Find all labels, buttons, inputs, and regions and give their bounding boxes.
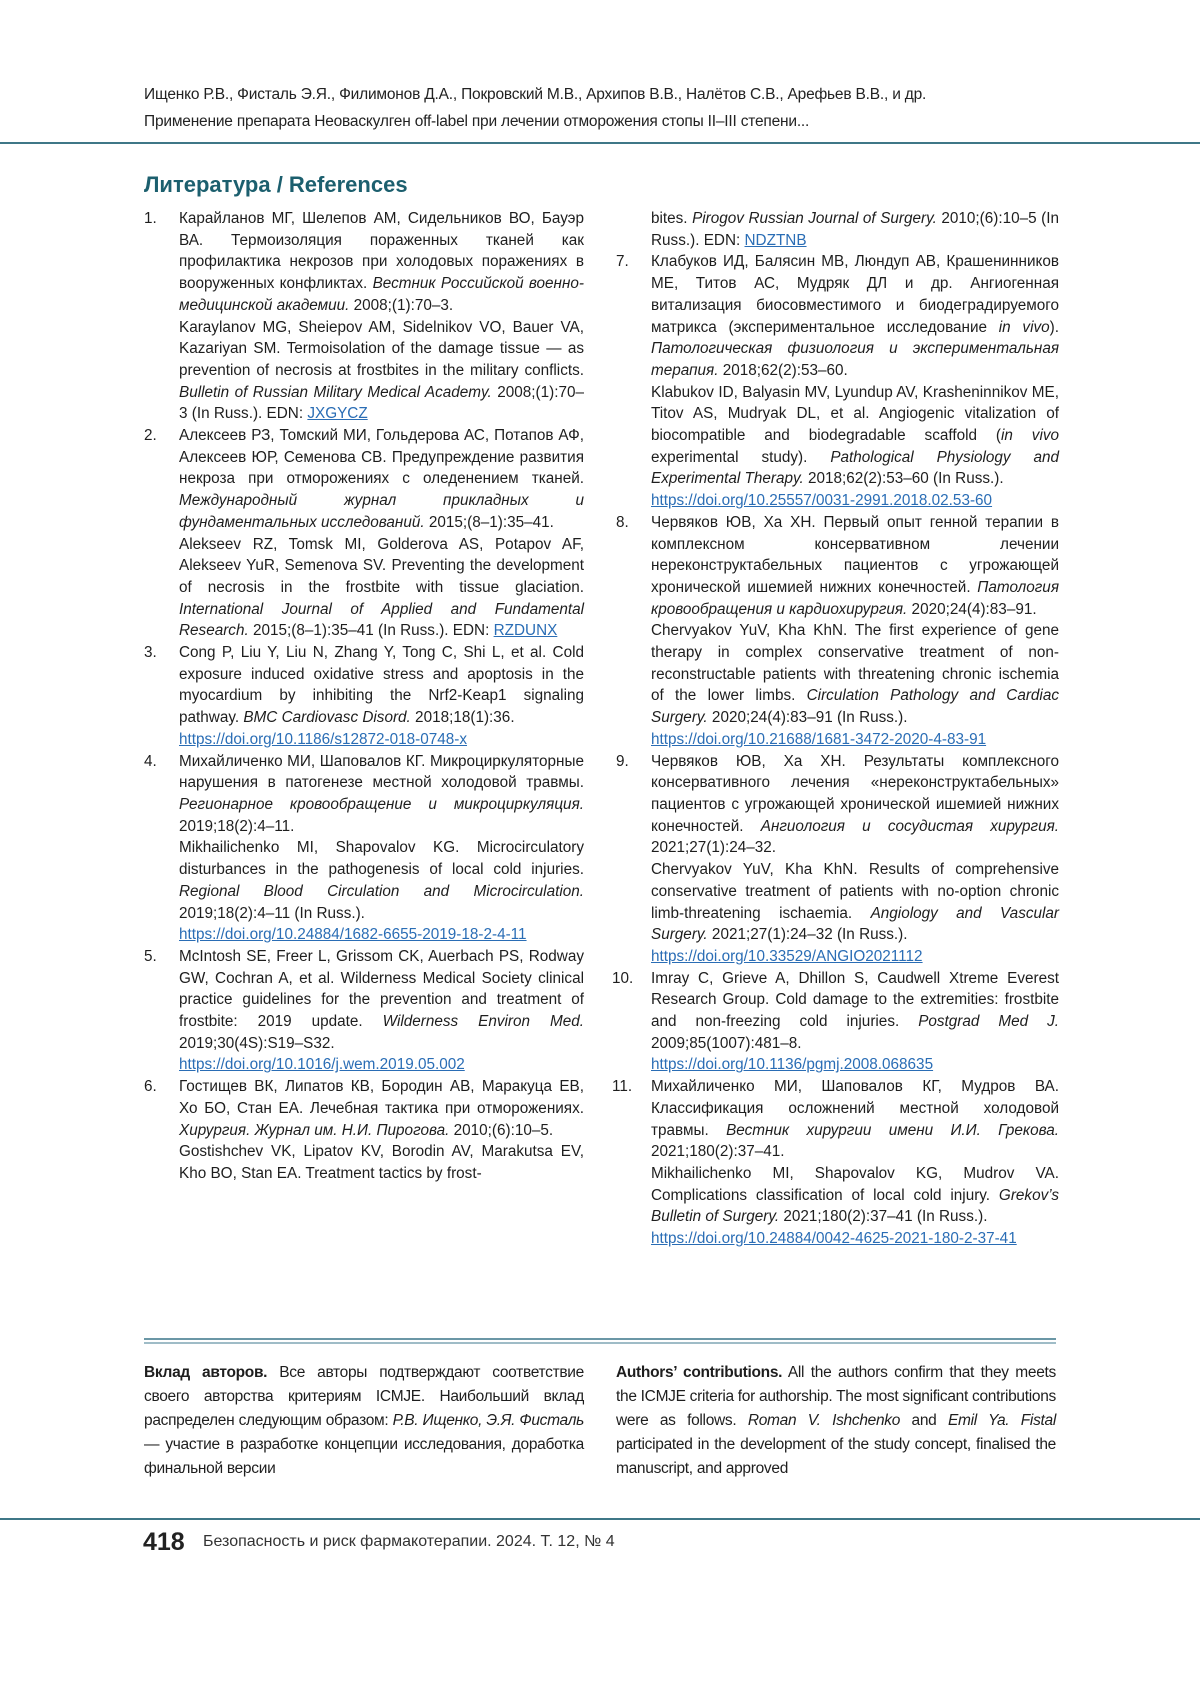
italic-text: Postgrad Med J.: [918, 1013, 1059, 1030]
reference-paragraph: [179, 208, 584, 317]
reference-paragraph: [651, 1054, 1059, 1076]
reference-number: 7.: [616, 251, 629, 273]
text-run: Червяков ЮВ, Ха ХН. Результаты комплексного консервативного лечения «нереконструктабельных» пациентов с угрожающей хронической ишемией нижних конечностей.: [651, 753, 1059, 835]
page-number: 418: [143, 1528, 185, 1557]
text-run: Karaylanov MG, Sheiepov AM, Sidelnikov VO, Bauer VA, Kazariyan SM. Termoisolation of the damage tissue — as prevention of necrosis at frostbites in the military conflicts.: [179, 319, 584, 379]
text-run: participated in the development of the study concept, finalised the manuscript, and approved: [616, 1436, 1056, 1477]
reference-paragraph: [651, 1076, 1059, 1163]
text-run: 2021;180(2):37–41.: [651, 1143, 785, 1160]
reference-number: 6.: [144, 1076, 157, 1098]
reference-paragraph: [179, 1054, 584, 1076]
reference-item: [616, 512, 1059, 751]
text-run: Михайличенко МИ, Шаповалов КГ. Микроциркуляторные нарушения в патогенезе местной холодовой травмы.: [179, 753, 584, 792]
references-column-left: [144, 208, 584, 1185]
italic-text: International Journal of Applied and Fundamental Research.: [179, 601, 584, 640]
reference-link[interactable]: https://doi.org/10.1136/pgmj.2008.068635: [651, 1056, 933, 1073]
italic-text: in vivo: [999, 319, 1050, 336]
reference-paragraph: [651, 1163, 1059, 1228]
reference-link[interactable]: https://doi.org/10.33529/ANGIO2021112: [651, 948, 923, 965]
text-run: Gostishchev VK, Lipatov KV, Borodin AV, Marakutsa EV, Kho BO, Stan EA. Treatment tactics by frost-: [179, 1143, 584, 1182]
reference-paragraph: [651, 382, 1059, 491]
text-run: Карайланов МГ, Шелепов АМ, Сидельников ВО, Бауэр ВА. Термоизоляция пораженных тканей как профилактика некрозов при холодовых поражениях в вооруженных конфликтах.: [179, 210, 584, 292]
reference-item: [616, 251, 1059, 511]
italic-text: Патологическая физиология и экспериментальная терапия.: [651, 340, 1059, 379]
italic-text: Regional Blood Circulation and Microcirculation.: [179, 883, 584, 900]
reference-paragraph: [651, 1228, 1059, 1250]
reference-item: [144, 751, 584, 946]
italic-text: Pathological Physiology and Experimental Therapy.: [651, 449, 1059, 488]
text-run: McIntosh SE, Freer L, Grissom CK, Auerbach PS, Rodway GW, Cochran A, et al. Wilderness Medical Society clinical practice guidelines for the prevention and treatment of frostbite: 2019 update.: [179, 948, 584, 1030]
text-run: 2015;(8–1):35–41.: [425, 514, 554, 531]
reference-paragraph: [651, 208, 1059, 251]
reference-number: 10.: [612, 968, 633, 990]
text-run: Гостищев ВК, Липатов КВ, Бородин АВ, Маракуца ЕВ, Хо БО, Стан ЕА. Лечебная тактика при отморожениях.: [179, 1078, 584, 1117]
text-run: Все авторы подтверждают соответствие своего авторства критериям ICMJE. Наибольший вклад распределен следующим образом:: [144, 1364, 584, 1429]
text-run: Mikhailichenko MI, Shapovalov KG. Microcirculatory disturbances in the pathogenesis of local cold injuries.: [179, 839, 584, 878]
reference-paragraph: [651, 251, 1059, 381]
text-run: 2010;(6):10–5 (In Russ.). EDN:: [651, 210, 1059, 249]
footer-divider: [0, 1518, 1200, 1520]
reference-paragraph: [651, 729, 1059, 751]
reference-number: 2.: [144, 425, 157, 447]
italic-text: Вестник хирургии имени И.И. Грекова.: [726, 1122, 1059, 1139]
reference-link[interactable]: https://doi.org/10.21688/1681-3472-2020-4-83-91: [651, 731, 986, 748]
text-run: 2019;30(4S):S19–S32.: [179, 1035, 335, 1052]
reference-paragraph: [179, 837, 584, 924]
reference-paragraph: [179, 534, 584, 643]
reference-paragraph: [179, 425, 584, 534]
reference-paragraph: [651, 620, 1059, 729]
reference-paragraph: [179, 751, 584, 838]
reference-number: 3.: [144, 642, 157, 664]
reference-paragraph: [651, 946, 1059, 968]
italic-text: Международный журнал прикладных и фундаментальных исследований.: [179, 492, 584, 531]
author-contributions-ru: [144, 1361, 584, 1481]
running-header-title: Применение препарата Неоваскулген off-label при лечении отморожения стопы II–III степени...: [144, 113, 809, 131]
italic-text: Р.В. Ищенко, Э.Я. Фисталь: [393, 1412, 584, 1429]
reference-item: [144, 946, 584, 1076]
italic-text: in vivo: [1001, 427, 1059, 444]
text-run: Klabukov ID, Balyasin MV, Lyundup AV, Krasheninnikov ME, Titov AS, Mudryak DL, et al. Angiogenic vitalization of biocompatible and biodegradable scaffold (: [651, 384, 1059, 444]
text-run: experimental study).: [651, 449, 830, 466]
italic-text: Circulation Pathology and Cardiac Surgery.: [651, 687, 1059, 726]
italic-text: BMC Cardiovasc Disord.: [243, 709, 410, 726]
reference-number: 11.: [612, 1076, 632, 1098]
reference-item: [144, 425, 584, 642]
text-run: All the authors confirm that they meets the ICMJE criteria for authorship. The most significant contributions were as follows.: [616, 1364, 1056, 1429]
text-run: Cong P, Liu Y, Liu N, Zhang Y, Tong C, Shi L, et al. Cold exposure induced oxidative stress and apoptosis in the myocardium by inhibiting the Nrf2-Keap1 signaling pathway.: [179, 644, 584, 726]
text-run: 2021;180(2):37–41 (In Russ.).: [779, 1208, 987, 1225]
bold-lead: Вклад авторов.: [144, 1364, 267, 1381]
reference-link[interactable]: https://doi.org/10.1186/s12872-018-0748-x: [179, 731, 467, 748]
author-contributions-en: [616, 1361, 1056, 1481]
text-run: 2009;85(1007):481–8.: [651, 1035, 802, 1052]
italic-text: Grekov’s Bulletin of Surgery.: [651, 1187, 1059, 1226]
reference-number: 4.: [144, 751, 157, 773]
reference-number: 5.: [144, 946, 157, 968]
reference-link[interactable]: JXGYCZ: [307, 405, 367, 422]
reference-paragraph: [651, 512, 1059, 621]
text-run: 2019;18(2):4–11.: [179, 818, 294, 835]
reference-link[interactable]: RZDUNX: [494, 622, 558, 639]
reference-paragraph: [651, 751, 1059, 860]
reference-item: [616, 968, 1059, 1077]
text-run: 2021;27(1):24–32.: [651, 839, 776, 856]
reference-link[interactable]: https://doi.org/10.24884/1682-6655-2019-18-2-4-11: [179, 926, 527, 943]
text-run: 2008;(1):70–3.: [349, 297, 453, 314]
italic-text: Roman V. Ishchenko: [748, 1412, 900, 1429]
text-run: Алексеев РЗ, Томский МИ, Гольдерова АС, Потапов АФ, Алексеев ЮР, Семенова СВ. Предупреждение развития некроза при отморожениях с оледенением тканей.: [179, 427, 584, 487]
reference-number: 1.: [144, 208, 157, 230]
reference-item: [616, 751, 1059, 968]
section-double-divider: [144, 1338, 1056, 1344]
text-run: 2018;18(1):36.: [411, 709, 515, 726]
italic-text: Патология кровообращения и кардиохирургия.: [651, 579, 1059, 618]
text-run: bites.: [651, 210, 692, 227]
reference-item: [144, 208, 584, 425]
italic-text: Emil Ya. Fistal: [948, 1412, 1056, 1429]
reference-link[interactable]: https://doi.org/10.1016/j.wem.2019.05.002: [179, 1056, 465, 1073]
reference-item: [144, 1076, 584, 1185]
text-run: 2018;62(2):53–60.: [718, 362, 847, 379]
italic-text: Bulletin of Russian Military Medical Academy.: [179, 384, 492, 401]
reference-item: [144, 642, 584, 751]
text-run: 2015;(8–1):35–41 (In Russ.). EDN:: [249, 622, 494, 639]
text-run: — участие в разработке концепции исследования, доработка финальной версии: [144, 1436, 584, 1477]
bold-lead: Authors’ contributions.: [616, 1364, 782, 1381]
italic-text: Ангиология и сосудистая хирургия.: [761, 818, 1059, 835]
text-run: Клабуков ИД, Балясин МВ, Люндуп АВ, Крашенинников МЕ, Титов АС, Мудряк ДЛ и др. Ангиогенная витализация биосовместимого и биодеградируемого матрикса (экспериментальное исследование: [651, 253, 1059, 335]
header-divider: [0, 142, 1200, 144]
text-run: Alekseev RZ, Tomsk MI, Golderova AS, Potapov AF, Alekseev YuR, Semenova SV. Preventing the development of necrosis in the frostbite with tissue glaciation.: [179, 536, 584, 596]
reference-paragraph: [179, 1141, 584, 1184]
running-header-authors: Ищенко Р.В., Фисталь Э.Я., Филимонов Д.А., Покровский М.В., Архипов В.В., Налётов С.В., Арефьев В.В., и др.: [144, 86, 926, 104]
italic-text: Регионарное кровообращение и микроциркуляция.: [179, 796, 584, 813]
reference-number: 9.: [616, 751, 629, 773]
reference-paragraph: [179, 924, 584, 946]
reference-paragraph: [651, 968, 1059, 1055]
italic-text: Хирургия. Журнал им. Н.И. Пирогова.: [179, 1122, 449, 1139]
text-run: 2018;62(2):53–60 (In Russ.).: [804, 470, 1004, 487]
text-run: Chervyakov YuV, Kha KhN. Results of comprehensive conservative treatment of patients with no-option chronic limb-threatening ischaemia.: [651, 861, 1059, 921]
text-run: Михайличенко МИ, Шаповалов КГ, Мудров ВА. Классификация осложнений местной холодовой травмы.: [651, 1078, 1059, 1138]
text-run: ).: [1050, 319, 1059, 336]
reference-link[interactable]: https://doi.org/10.25557/0031-2991.2018.02.53-60: [651, 492, 992, 509]
italic-text: Вестник Российской военно-медицинской академии.: [179, 275, 584, 314]
reference-paragraph: [651, 859, 1059, 946]
text-run: 2020;24(4):83–91 (In Russ.).: [708, 709, 908, 726]
text-run: Imray C, Grieve A, Dhillon S, Caudwell Xtreme Everest Research Group. Cold damage to the extremities: frostbite and non-freezing cold injuries.: [651, 970, 1059, 1030]
reference-link[interactable]: https://doi.org/10.24884/0042-4625-2021-180-2-37-41: [651, 1230, 1017, 1247]
text-run: 2019;18(2):4–11 (In Russ.).: [179, 905, 365, 922]
italic-text: Pirogov Russian Journal of Surgery.: [692, 210, 937, 227]
text-run: 2010;(6):10–5.: [449, 1122, 553, 1139]
text-run: Chervyakov YuV, Kha KhN. The first experience of gene therapy in complex conservative treatment of non-reconstructable patients with threatening chronic ischemia of the lower limbs.: [651, 622, 1059, 704]
reference-number: 8.: [616, 512, 629, 534]
reference-paragraph: [179, 642, 584, 729]
reference-link[interactable]: NDZTNB: [745, 232, 807, 249]
italic-text: Angiology and Vascular Surgery.: [651, 905, 1059, 944]
text-run: and: [900, 1412, 948, 1429]
references-heading: Литература / References: [144, 172, 408, 198]
reference-paragraph: [179, 946, 584, 1055]
text-run: 2021;27(1):24–32 (In Russ.).: [708, 926, 908, 943]
references-column-right: [616, 208, 1059, 1250]
reference-paragraph: [179, 729, 584, 751]
reference-item: [616, 1076, 1059, 1250]
reference-paragraph: [179, 1076, 584, 1141]
italic-text: Wilderness Environ Med.: [383, 1013, 584, 1030]
text-run: 2020;24(4):83–91.: [907, 601, 1036, 618]
text-run: 2008;(1):70–3 (In Russ.). EDN:: [179, 384, 584, 423]
reference-paragraph: [179, 317, 584, 426]
reference-item: [616, 208, 1059, 251]
text-run: Mikhailichenko MI, Shapovalov KG, Mudrov VA. Complications classification of local cold injury.: [651, 1165, 1059, 1204]
text-run: Червяков ЮВ, Ха ХН. Первый опыт генной терапии в комплексном консервативном лечении нереконструктабельных пациентов с угрожающей хронической ишемией нижних конечностей.: [651, 514, 1059, 596]
journal-citation: Безопасность и риск фармакотерапии. 2024. Т. 12, № 4: [203, 1533, 615, 1551]
reference-paragraph: [651, 490, 1059, 512]
